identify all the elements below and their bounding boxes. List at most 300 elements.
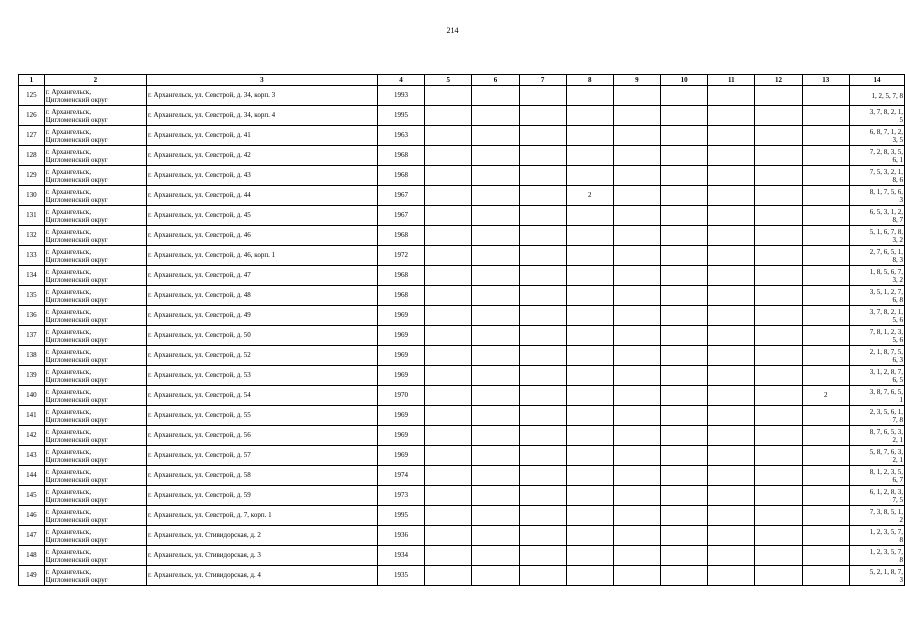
value-cell-col-6 (472, 86, 519, 106)
sequence-line-2: 1 (899, 395, 903, 404)
sequence-cell (849, 446, 904, 466)
value-cell-col-11 (708, 446, 755, 466)
column-header-12: 12 (755, 75, 802, 86)
value-cell-col-11 (708, 386, 755, 406)
table-row (19, 506, 905, 526)
value-cell-col-5 (425, 286, 472, 306)
district-cell (44, 206, 146, 226)
column-header-10: 10 (661, 75, 708, 86)
value-cell-col-11 (708, 226, 755, 246)
value-cell-col-5 (425, 366, 472, 386)
sequence-cell (849, 206, 904, 226)
value-cell-col-9 (613, 226, 660, 246)
value-cell-col-8 (566, 306, 613, 326)
table-row (19, 306, 905, 326)
value-cell-col-6 (472, 406, 519, 426)
value-cell-col-9 (613, 426, 660, 446)
value-cell-col-13: 2 (802, 386, 849, 406)
value-cell-col-9 (613, 486, 660, 506)
year-cell: 1936 (377, 526, 424, 546)
sequence-cell (849, 246, 904, 266)
value-cell-col-11 (708, 346, 755, 366)
column-header-7: 7 (519, 75, 566, 86)
value-cell-col-7 (519, 246, 566, 266)
sequence-line-2: 3 (899, 195, 903, 204)
value-cell-col-10 (661, 186, 708, 206)
value-cell-col-8 (566, 126, 613, 146)
value-cell-col-13 (802, 366, 849, 386)
district-okrug: Цигломенский округ (45, 495, 108, 504)
value-cell-col-5 (425, 86, 472, 106)
row-number-cell: 126 (19, 106, 45, 126)
value-cell-col-12 (755, 226, 802, 246)
district-cell (44, 526, 146, 546)
value-cell-col-5 (425, 526, 472, 546)
district-cell (44, 466, 146, 486)
value-cell-col-8: 2 (566, 186, 613, 206)
district-city: г. Архангельск, (45, 127, 91, 136)
value-cell-col-6 (472, 486, 519, 506)
value-cell-col-9 (613, 406, 660, 426)
value-cell-col-12 (755, 146, 802, 166)
sequence-cell (849, 186, 904, 206)
sequence-line-1: 8, 1, 2, 3, 5, (869, 467, 903, 476)
value-cell-col-8 (566, 206, 613, 226)
value-cell-col-7 (519, 506, 566, 526)
value-cell-col-12 (755, 86, 802, 106)
value-cell-col-12 (755, 486, 802, 506)
sequence-line-1: 1, 8, 5, 6, 7, (869, 267, 903, 276)
row-number-cell: 135 (19, 286, 45, 306)
value-cell-col-6 (472, 366, 519, 386)
value-cell-col-13 (802, 326, 849, 346)
value-cell-col-10 (661, 306, 708, 326)
value-cell-col-9 (613, 526, 660, 546)
district-city: г. Архангельск, (45, 467, 91, 476)
year-cell: 1968 (377, 266, 424, 286)
value-cell-col-9 (613, 566, 660, 586)
value-cell-col-12 (755, 346, 802, 366)
district-cell (44, 166, 146, 186)
year-cell: 1968 (377, 166, 424, 186)
row-number-cell: 132 (19, 226, 45, 246)
value-cell-col-11 (708, 426, 755, 446)
value-cell-col-8 (566, 446, 613, 466)
value-cell-col-10 (661, 526, 708, 546)
district-okrug: Цигломенский округ (45, 215, 108, 224)
value-cell-col-13 (802, 286, 849, 306)
value-cell-col-5 (425, 486, 472, 506)
sequence-cell (849, 226, 904, 246)
sequence-line-1: 1, 2, 3, 5, 7, (869, 547, 903, 556)
district-cell (44, 286, 146, 306)
value-cell-col-7 (519, 186, 566, 206)
sequence-line-2: 8 (899, 555, 903, 564)
district-okrug: Цигломенский округ (45, 155, 108, 164)
value-cell-col-13 (802, 146, 849, 166)
sequence-line-2: 3, 5 (892, 135, 903, 144)
value-cell-col-12 (755, 526, 802, 546)
column-header-2: 2 (44, 75, 146, 86)
column-header-14: 14 (849, 75, 904, 86)
value-cell-col-8 (566, 566, 613, 586)
value-cell-col-6 (472, 286, 519, 306)
sequence-line-1: 8, 1, 7, 5, 6, (869, 187, 903, 196)
value-cell-col-7 (519, 126, 566, 146)
year-cell: 1968 (377, 226, 424, 246)
district-city: г. Архангельск, (45, 547, 91, 556)
row-number-cell: 139 (19, 366, 45, 386)
row-number-cell: 137 (19, 326, 45, 346)
year-cell: 1974 (377, 466, 424, 486)
row-number-cell: 149 (19, 566, 45, 586)
address-cell: г. Архангельск, ул. Севстрой, д. 34, корп. 4 (146, 106, 377, 126)
value-cell-col-9 (613, 346, 660, 366)
value-cell-col-11 (708, 166, 755, 186)
value-cell-col-12 (755, 186, 802, 206)
value-cell-col-10 (661, 286, 708, 306)
value-cell-col-10 (661, 146, 708, 166)
value-cell-col-8 (566, 266, 613, 286)
column-header-5: 5 (425, 75, 472, 86)
value-cell-col-5 (425, 186, 472, 206)
district-city: г. Архангельск, (45, 147, 91, 156)
district-city: г. Архангельск, (45, 567, 91, 576)
row-number-cell: 142 (19, 426, 45, 446)
year-cell: 1970 (377, 386, 424, 406)
year-cell: 1969 (377, 346, 424, 366)
value-cell-col-7 (519, 166, 566, 186)
district-city: г. Архангельск, (45, 227, 91, 236)
year-cell: 1968 (377, 146, 424, 166)
district-cell (44, 346, 146, 366)
page-number: 214 (446, 26, 459, 35)
value-cell-col-9 (613, 306, 660, 326)
value-cell-col-6 (472, 566, 519, 586)
column-header-8: 8 (566, 75, 613, 86)
district-okrug: Цигломенский округ (45, 335, 108, 344)
sequence-line-2: 7, 5 (892, 495, 903, 504)
district-cell (44, 306, 146, 326)
value-cell-col-10 (661, 126, 708, 146)
value-cell-col-5 (425, 166, 472, 186)
sequence-line-1: 6, 8, 7, 1, 2, (869, 127, 903, 136)
value-cell-col-9 (613, 186, 660, 206)
value-cell-col-7 (519, 446, 566, 466)
district-cell (44, 506, 146, 526)
sequence-cell (849, 506, 904, 526)
sequence-line-2: 6, 3 (892, 355, 903, 364)
table-row (19, 526, 905, 546)
address-cell: г. Архангельск, ул. Севстрой, д. 43 (146, 166, 377, 186)
value-cell-col-13 (802, 566, 849, 586)
district-cell (44, 326, 146, 346)
value-cell-col-11 (708, 286, 755, 306)
value-cell-col-10 (661, 406, 708, 426)
value-cell-col-13 (802, 126, 849, 146)
year-cell: 1972 (377, 246, 424, 266)
district-cell (44, 86, 146, 106)
value-cell-col-13 (802, 546, 849, 566)
value-cell-col-7 (519, 346, 566, 366)
district-city: г. Архангельск, (45, 487, 91, 496)
value-cell-col-11 (708, 306, 755, 326)
value-cell-col-12 (755, 126, 802, 146)
value-cell-col-11 (708, 246, 755, 266)
district-okrug: Цигломенский округ (45, 255, 108, 264)
value-cell-col-5 (425, 326, 472, 346)
sequence-cell (849, 266, 904, 286)
sequence-cell (849, 406, 904, 426)
value-cell-col-10 (661, 486, 708, 506)
sequence-line-1: 3, 1, 2, 8, 7, (869, 367, 903, 376)
value-cell-col-11 (708, 186, 755, 206)
district-cell (44, 146, 146, 166)
value-cell-col-13 (802, 86, 849, 106)
sequence-line-1: 3, 7, 8, 2, 1, (869, 107, 903, 116)
value-cell-col-8 (566, 106, 613, 126)
value-cell-col-8 (566, 546, 613, 566)
district-cell (44, 266, 146, 286)
value-cell-col-6 (472, 106, 519, 126)
value-cell-col-6 (472, 246, 519, 266)
value-cell-col-11 (708, 546, 755, 566)
row-number-cell: 143 (19, 446, 45, 466)
sequence-line-2: 3, 2 (892, 275, 903, 284)
sequence-line-1: 1, 2, 5, 7, 8 (871, 91, 903, 100)
value-cell-col-9 (613, 146, 660, 166)
value-cell-col-10 (661, 546, 708, 566)
year-cell: 1995 (377, 506, 424, 526)
value-cell-col-7 (519, 206, 566, 226)
sequence-cell (849, 286, 904, 306)
district-okrug: Цигломенский округ (45, 115, 108, 124)
value-cell-col-8 (566, 166, 613, 186)
value-cell-col-6 (472, 146, 519, 166)
column-header-9: 9 (613, 75, 660, 86)
sequence-line-1: 5, 8, 7, 6, 3, (869, 447, 903, 456)
address-cell: г. Архангельск, ул. Севстрой, д. 46 (146, 226, 377, 246)
value-cell-col-6 (472, 326, 519, 346)
row-number-cell: 138 (19, 346, 45, 366)
district-okrug: Цигломенский округ (45, 195, 108, 204)
value-cell-col-7 (519, 526, 566, 546)
year-cell: 1969 (377, 446, 424, 466)
value-cell-col-12 (755, 566, 802, 586)
sequence-line-1: 2, 7, 6, 5, 1, (869, 247, 903, 256)
value-cell-col-13 (802, 246, 849, 266)
address-cell: г. Архангельск, ул. Севстрой, д. 54 (146, 386, 377, 406)
value-cell-col-7 (519, 326, 566, 346)
value-cell-col-7 (519, 386, 566, 406)
value-cell-col-13 (802, 466, 849, 486)
address-cell: г. Архангельск, ул. Стивидорская, д. 4 (146, 566, 377, 586)
sequence-line-1: 7, 2, 8, 3, 5, (869, 147, 903, 156)
sequence-line-1: 2, 3, 5, 6, 1, (869, 407, 903, 416)
address-cell: г. Архангельск, ул. Севстрой, д. 46, корп. 1 (146, 246, 377, 266)
sequence-line-1: 2, 1, 8, 7, 5, (869, 347, 903, 356)
value-cell-col-7 (519, 466, 566, 486)
value-cell-col-6 (472, 206, 519, 226)
value-cell-col-6 (472, 386, 519, 406)
value-cell-col-9 (613, 466, 660, 486)
sequence-line-2: 6, 8 (892, 295, 903, 304)
sequence-line-2: 2, 1 (892, 435, 903, 444)
address-cell: г. Архангельск, ул. Севстрой, д. 44 (146, 186, 377, 206)
sequence-line-1: 7, 8, 1, 2, 3, (869, 327, 903, 336)
sequence-line-1: 6, 5, 3, 1, 2, (869, 207, 903, 216)
district-okrug: Цигломенский округ (45, 395, 108, 404)
district-city: г. Архангельск, (45, 267, 91, 276)
table-row (19, 446, 905, 466)
value-cell-col-6 (472, 426, 519, 446)
district-city: г. Архангельск, (45, 107, 91, 116)
value-cell-col-6 (472, 466, 519, 486)
row-number-cell: 134 (19, 266, 45, 286)
value-cell-col-12 (755, 286, 802, 306)
value-cell-col-8 (566, 506, 613, 526)
sequence-cell (849, 546, 904, 566)
district-city: г. Архангельск, (45, 527, 91, 536)
value-cell-col-12 (755, 366, 802, 386)
sequence-line-1: 5, 1, 6, 7, 8, (869, 227, 903, 236)
table-row (19, 346, 905, 366)
row-number-cell: 136 (19, 306, 45, 326)
value-cell-col-7 (519, 486, 566, 506)
value-cell-col-7 (519, 366, 566, 386)
value-cell-col-13 (802, 406, 849, 426)
row-number-cell: 125 (19, 86, 45, 106)
value-cell-col-11 (708, 106, 755, 126)
table-row (19, 106, 905, 126)
value-cell-col-12 (755, 206, 802, 226)
value-cell-col-5 (425, 126, 472, 146)
address-cell: г. Архангельск, ул. Стивидорская, д. 2 (146, 526, 377, 546)
address-cell: г. Архангельск, ул. Севстрой, д. 42 (146, 146, 377, 166)
district-okrug: Цигломенский округ (45, 535, 108, 544)
value-cell-col-5 (425, 386, 472, 406)
value-cell-col-12 (755, 106, 802, 126)
row-number-cell: 129 (19, 166, 45, 186)
year-cell: 1968 (377, 286, 424, 306)
value-cell-col-8 (566, 486, 613, 506)
value-cell-col-12 (755, 546, 802, 566)
district-city: г. Архангельск, (45, 87, 91, 96)
table-row (19, 546, 905, 566)
value-cell-col-11 (708, 126, 755, 146)
sequence-line-2: 5 (899, 115, 903, 124)
value-cell-col-9 (613, 86, 660, 106)
table-row (19, 266, 905, 286)
value-cell-col-8 (566, 466, 613, 486)
sequence-line-1: 3, 8, 7, 6, 5, (869, 387, 903, 396)
value-cell-col-5 (425, 246, 472, 266)
value-cell-col-10 (661, 106, 708, 126)
value-cell-col-6 (472, 226, 519, 246)
value-cell-col-10 (661, 426, 708, 446)
value-cell-col-7 (519, 266, 566, 286)
value-cell-col-7 (519, 406, 566, 426)
value-cell-col-10 (661, 266, 708, 286)
sequence-line-2: 8 (899, 535, 903, 544)
district-okrug: Цигломенский округ (45, 175, 108, 184)
value-cell-col-12 (755, 506, 802, 526)
value-cell-col-5 (425, 206, 472, 226)
value-cell-col-11 (708, 86, 755, 106)
row-number-cell: 131 (19, 206, 45, 226)
sequence-cell (849, 306, 904, 326)
table-row (19, 366, 905, 386)
value-cell-col-11 (708, 526, 755, 546)
sequence-cell (849, 146, 904, 166)
value-cell-col-10 (661, 166, 708, 186)
sequence-line-2: 6, 7 (892, 475, 903, 484)
table-row (19, 186, 905, 206)
district-city: г. Архангельск, (45, 327, 91, 336)
value-cell-col-12 (755, 446, 802, 466)
value-cell-col-8 (566, 406, 613, 426)
row-number-cell: 141 (19, 406, 45, 426)
value-cell-col-5 (425, 306, 472, 326)
value-cell-col-8 (566, 426, 613, 446)
address-cell: г. Архангельск, ул. Севстрой, д. 41 (146, 126, 377, 146)
value-cell-col-8 (566, 146, 613, 166)
value-cell-col-5 (425, 546, 472, 566)
year-cell: 1963 (377, 126, 424, 146)
value-cell-col-7 (519, 86, 566, 106)
value-cell-col-9 (613, 366, 660, 386)
value-cell-col-5 (425, 426, 472, 446)
value-cell-col-5 (425, 406, 472, 426)
value-cell-col-8 (566, 226, 613, 246)
value-cell-col-9 (613, 286, 660, 306)
sequence-cell (849, 106, 904, 126)
district-okrug: Цигломенский округ (45, 235, 108, 244)
address-cell: г. Архангельск, ул. Стивидорская, д. 3 (146, 546, 377, 566)
address-cell: г. Архангельск, ул. Севстрой, д. 58 (146, 466, 377, 486)
value-cell-col-8 (566, 326, 613, 346)
address-cell: г. Архангельск, ул. Севстрой, д. 57 (146, 446, 377, 466)
value-cell-col-13 (802, 306, 849, 326)
value-cell-col-7 (519, 226, 566, 246)
sequence-line-2: 2 (899, 515, 903, 524)
year-cell: 1993 (377, 86, 424, 106)
district-city: г. Архангельск, (45, 187, 91, 196)
value-cell-col-10 (661, 386, 708, 406)
sequence-line-2: 2, 1 (892, 455, 903, 464)
address-cell: г. Архангельск, ул. Севстрой, д. 47 (146, 266, 377, 286)
address-cell: г. Архангельск, ул. Севстрой, д. 55 (146, 406, 377, 426)
address-cell: г. Архангельск, ул. Севстрой, д. 34, корп. 3 (146, 86, 377, 106)
value-cell-col-5 (425, 566, 472, 586)
value-cell-col-13 (802, 166, 849, 186)
district-okrug: Цигломенский округ (45, 135, 108, 144)
sequence-cell (849, 526, 904, 546)
district-okrug: Цигломенский округ (45, 315, 108, 324)
address-cell: г. Архангельск, ул. Севстрой, д. 52 (146, 346, 377, 366)
sequence-line-2: 8, 3 (892, 255, 903, 264)
sequence-cell (849, 366, 904, 386)
year-cell: 1967 (377, 186, 424, 206)
value-cell-col-6 (472, 266, 519, 286)
value-cell-col-12 (755, 246, 802, 266)
sequence-line-2: 5, 6 (892, 335, 903, 344)
value-cell-col-6 (472, 526, 519, 546)
value-cell-col-13 (802, 426, 849, 446)
value-cell-col-13 (802, 506, 849, 526)
value-cell-col-8 (566, 526, 613, 546)
table-row (19, 386, 905, 406)
